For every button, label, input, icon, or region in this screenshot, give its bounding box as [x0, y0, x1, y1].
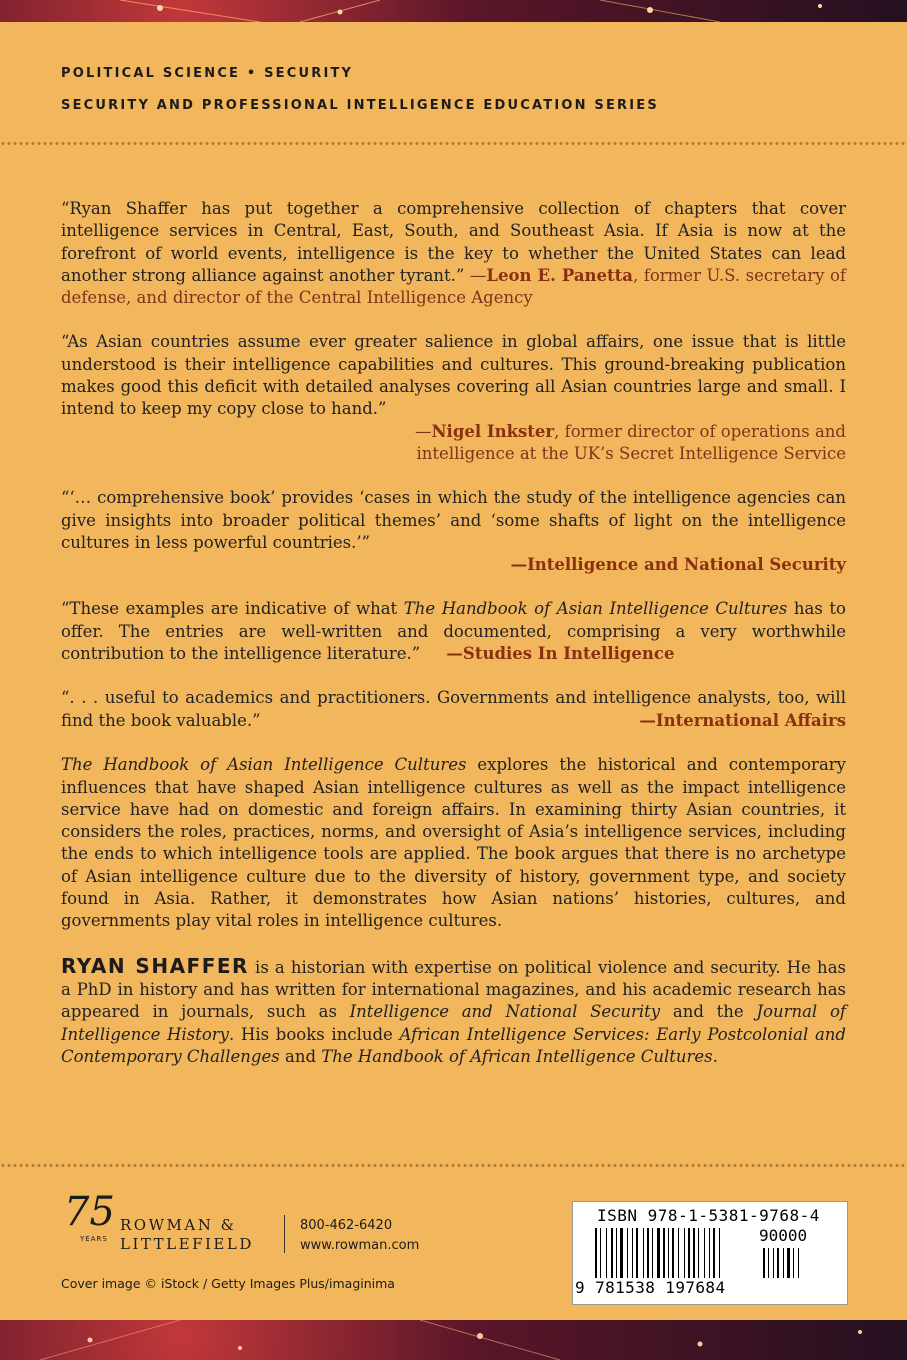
- author-name: RYAN SHAFFER: [61, 953, 249, 978]
- quote-panetta: [61, 198, 846, 309]
- quote-author-role: , former U.S. secretary of defense, and director of the Central Intelligence Agency: [61, 265, 846, 308]
- top-cover-art: [0, 0, 907, 22]
- quote-text: “‘… comprehensive book’ provides ‘cases in which the study of the intelligence agencies can give insights into broader political themes’ and ‘some shafts of light on the intelligence cultures in less powerful countries.’”: [61, 488, 846, 552]
- quote-inkster: [61, 331, 846, 465]
- barcode-bars: [595, 1228, 825, 1278]
- book-title: The Handbook of Asian Intelligence Cultures: [61, 755, 467, 775]
- anniversary-years-label: YEARS: [80, 1235, 108, 1243]
- anniversary-logo: 75: [64, 1189, 115, 1235]
- back-cover-text: [61, 198, 846, 1090]
- author-bio: RYAN SHAFFER is a historian with expertise on political violence and security. He has a PhD in history and has written for international magazines, and his academic research has appeared in journals, such as Intelligence and National Security and the Journal of Intelligence History. His books include African Intelligence Services: Early Postcolonial and Contemporary Challenges and The Handbook of African Intelligence Cultures.: [61, 953, 846, 1066]
- quote-author-name: Leon E. Panetta: [486, 265, 633, 285]
- quote-intl-affairs: [61, 687, 846, 732]
- subject-categories: POLITICAL SCIENCE • SECURITY: [61, 66, 354, 81]
- isbn-number: ISBN 978-1-5381-9768-4: [597, 1206, 820, 1225]
- series-title: SECURITY AND PROFESSIONAL INTELLIGENCE EDUCATION SERIES: [61, 98, 659, 113]
- quote-source: —Intelligence and National Security: [510, 555, 846, 575]
- price-code: 90000: [759, 1226, 808, 1245]
- quote-text: “Ryan Shaffer has put together a comprehensive collection of chapters that cover intelligence services in Central, East, South, and Southeast Asia. If Asia is now at the forefront of world events, intelligence is the key to whether the United States can lead another strong alliance against another tyrant.”: [61, 199, 846, 285]
- publisher-contact: [300, 1216, 419, 1256]
- isbn-barcode: [572, 1201, 848, 1305]
- dotted-divider-bottom: [0, 1162, 907, 1169]
- cover-panel: [0, 22, 907, 1320]
- barcode-digits: 9 781538 197684: [575, 1278, 726, 1297]
- quote-author-role: , former director of operations and intelligence at the UK’s Secret Intelligence Service: [416, 421, 846, 463]
- book-description: The Handbook of Asian Intelligence Cultures explores the historical and contemporary influences that have shaped Asian intelligence cultures as well as the impact intelligence service have had on domestic and foreign affairs. In examining thirty Asian countries, it considers the roles, practices, norms, and oversight of Asia’s intelligence services, including the ends to which intelligence tools are applied. The book argues that there is no archetype of Asian intelligence culture due to the diversity of history, government type, and society found in Asia. Rather, it demonstrates how Asian nations’ histories, cultures, and governments play vital roles in intelligence cultures.: [61, 755, 846, 931]
- bottom-cover-art: [0, 1320, 907, 1360]
- footer: [0, 1180, 907, 1320]
- cover-image-credit: Cover image © iStock / Getty Images Plus/imaginima: [61, 1276, 395, 1291]
- publisher-name: ROWMAN & LITTLEFIELD: [120, 1216, 254, 1253]
- website-link[interactable]: www.rowman.com: [300, 1238, 420, 1253]
- quote-text: “. . . useful to academics and practitioners. Governments and intelligence analysts, too, will find the book valuable.”: [61, 688, 846, 730]
- dotted-divider-top: [0, 140, 907, 147]
- divider: [284, 1215, 285, 1253]
- quote-attribution: —Nigel Inkster, former director of operations and intelligence at the UK’s Secret Intelligence Service: [414, 421, 846, 463]
- quote-source: —Studies In Intelligence: [446, 644, 675, 664]
- quote-studies: “These examples are indicative of what The Handbook of Asian Intelligence Cultures has to offer. The entries are well-written and documented, comprising a very worthwhile contribution to the intelligence literature.” —Studies In Intelligence: [61, 599, 846, 664]
- quote-attribution: —Leon E. Panetta, former U.S. secretary of defense, and director of the Central Intelligence Agency: [61, 265, 846, 308]
- quote-ins: [61, 487, 846, 576]
- quote-author-name: Nigel Inkster: [431, 421, 555, 441]
- phone-number: 800-462-6420: [300, 1218, 393, 1233]
- quote-source: —International Affairs: [639, 710, 846, 730]
- quote-text: “As Asian countries assume ever greater salience in global affairs, one issue that is little understood is their intelligence capabilities and cultures. This ground-breaking publication makes good this deficit with detailed analyses covering all Asian countries large and small. I intend to keep my copy close to hand.”: [61, 332, 846, 419]
- network-pattern-top: [0, 0, 907, 22]
- book-title: The Handbook of Asian Intelligence Cultures: [403, 599, 788, 619]
- network-pattern-bottom: [0, 1320, 907, 1360]
